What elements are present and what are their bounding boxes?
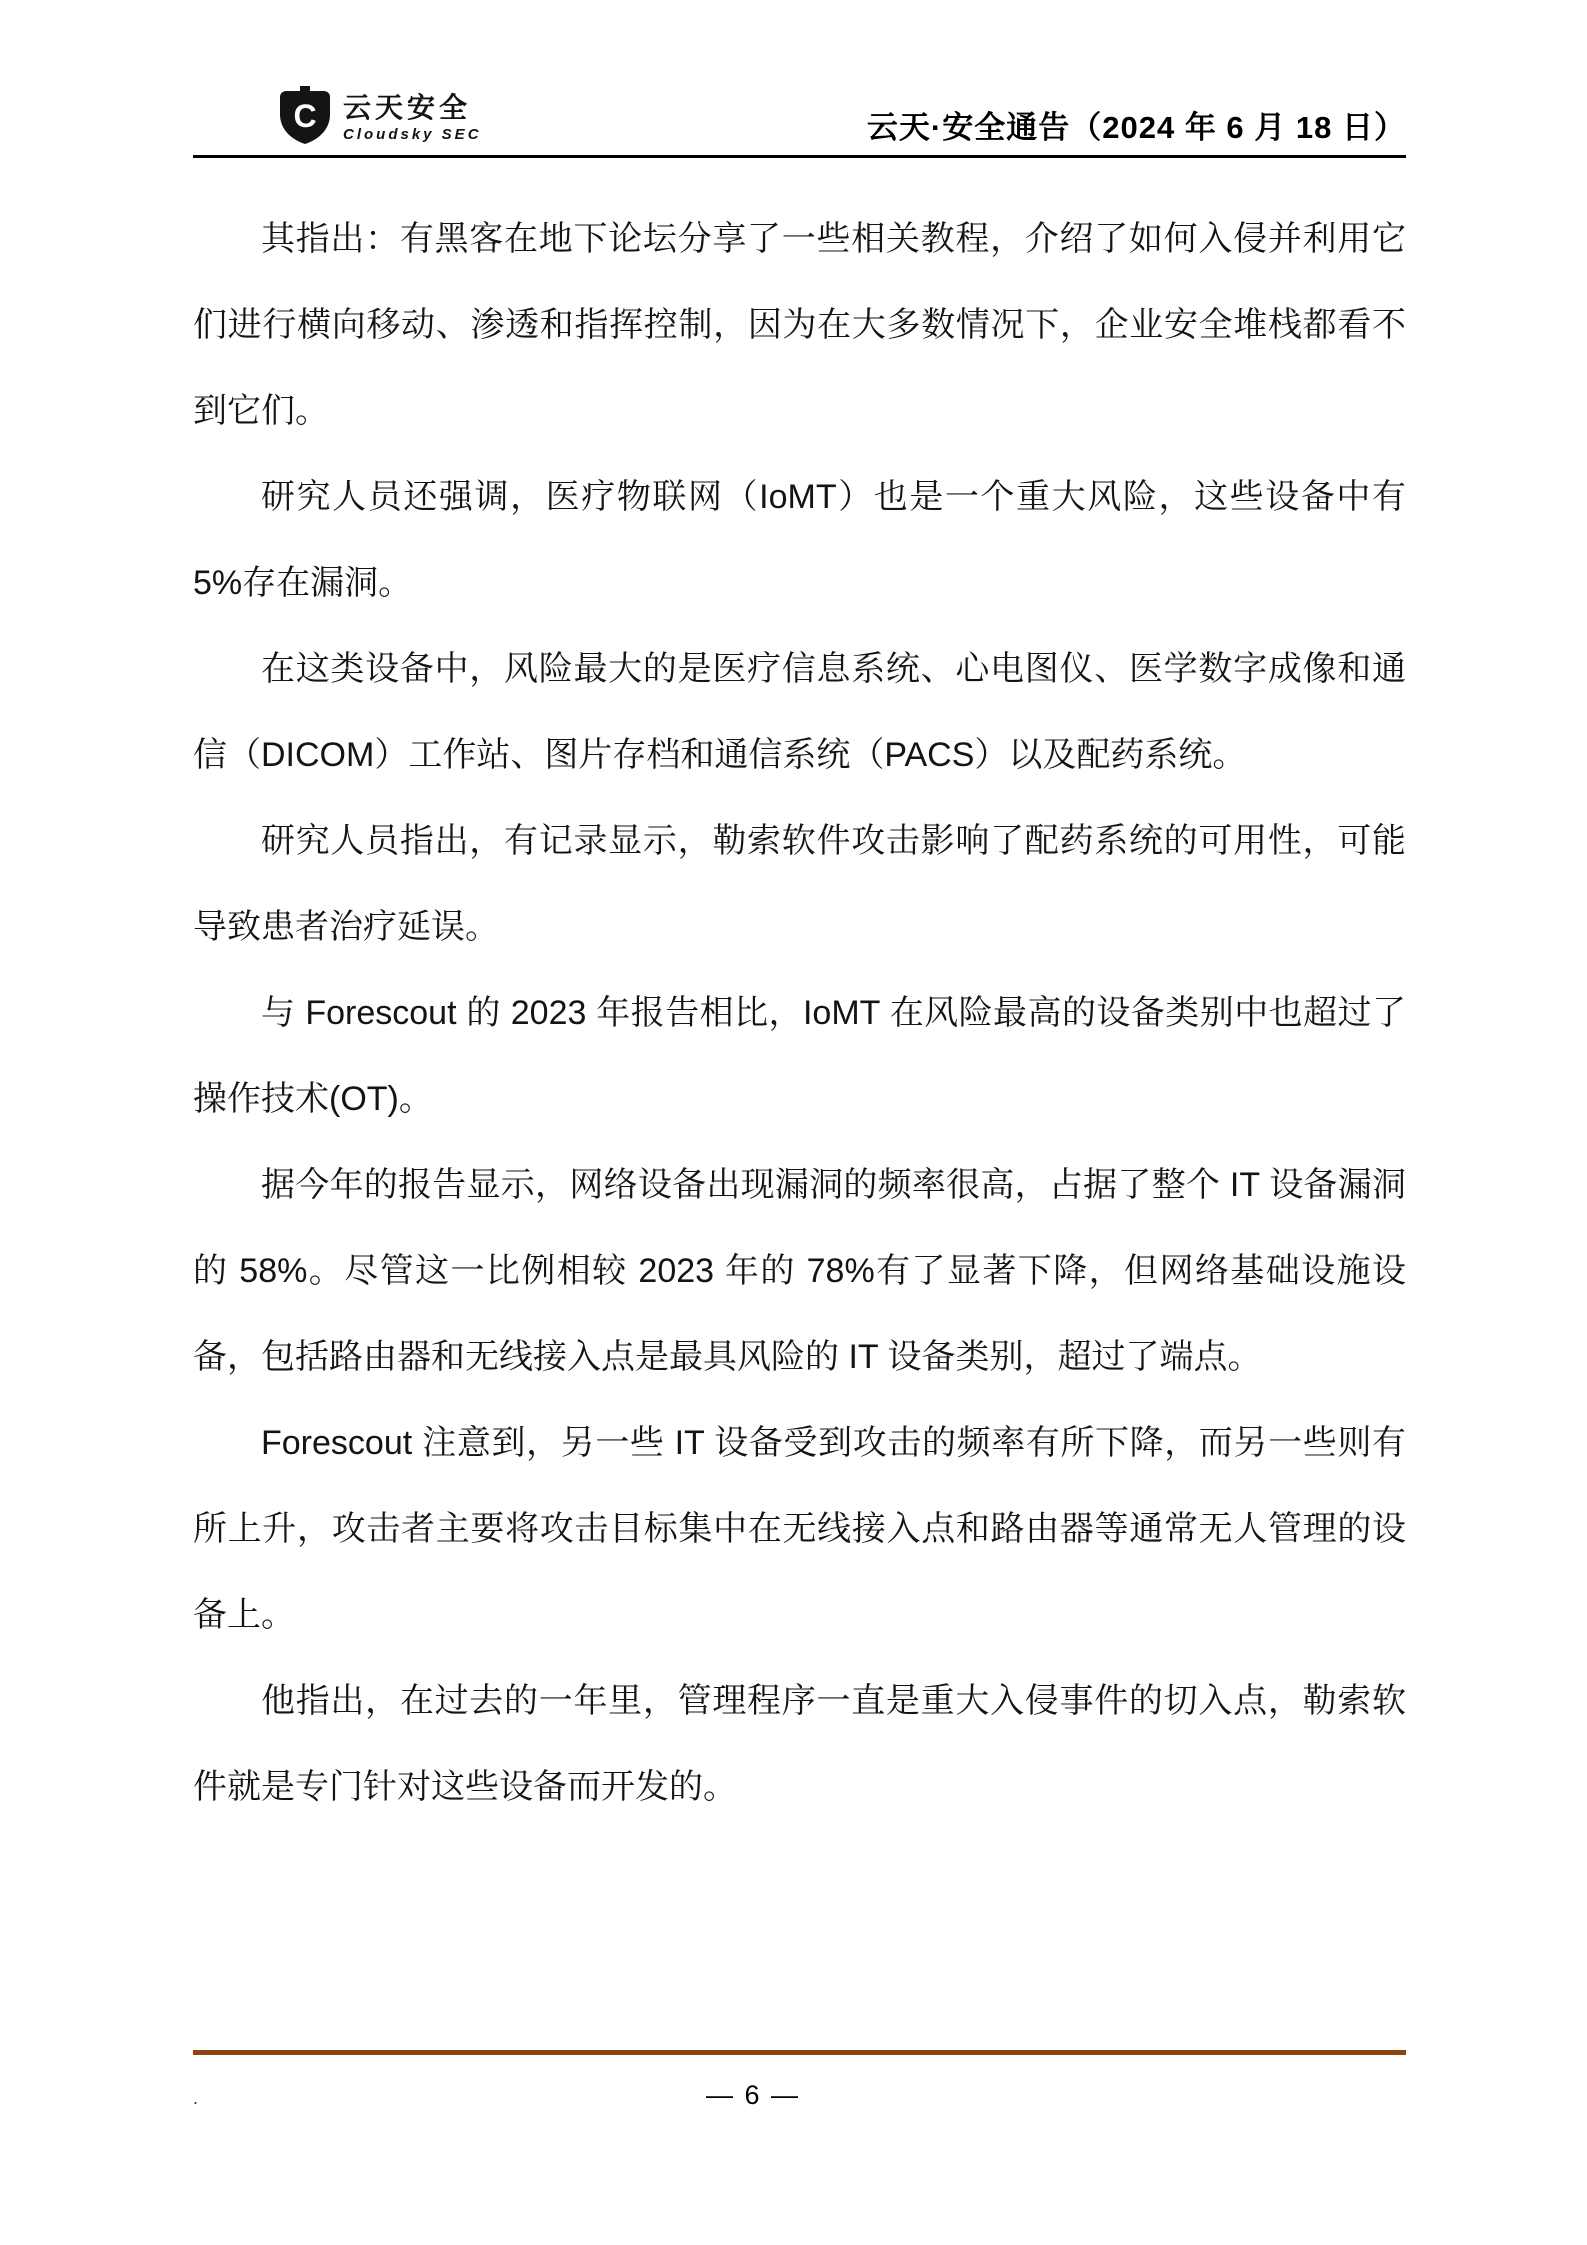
page-number: — 6 — — [705, 2080, 801, 2110]
footer-divider — [193, 2050, 1406, 2055]
shield-c-logo-icon — [278, 86, 332, 146]
paragraph: 研究人员还强调，医疗物联网（IoMT）也是一个重大风险，这些设备中有5%存在漏洞。 — [193, 478, 1406, 602]
logo-wordmark — [343, 86, 482, 144]
paragraph: 与 Forescout 的 2023 年报告相比，IoMT 在风险最高的设备类别中也超过了操作技术(OT)。 — [193, 994, 1406, 1118]
logo-name-en: Cloudsky SEC — [343, 126, 482, 143]
paragraph: Forescout 注意到，另一些 IT 设备受到攻击的频率有所下降，而另一些则有所上升，攻击者主要将攻击目标集中在无线接入点和路由器等通常无人管理的设备上。 — [193, 1424, 1406, 1634]
company-logo — [278, 86, 482, 146]
paragraph: 研究人员指出，有记录显示，勒索软件攻击影响了配药系统的可用性，可能导致患者治疗延误。 — [193, 822, 1406, 946]
svg-text:C: C — [293, 98, 317, 134]
paragraph: 他指出，在过去的一年里，管理程序一直是重大入侵事件的切入点，勒索软件就是专门针对这些设备而开发的。 — [193, 1682, 1406, 1806]
footer-left-mark: . — [193, 2088, 199, 2108]
paragraph: 在这类设备中，风险最大的是医疗信息系统、心电图仪、医学数字成像和通信（DICOM）工作站、图片存档和通信系统（PACS）以及配药系统。 — [193, 650, 1406, 774]
paragraph: 其指出：有黑客在地下论坛分享了一些相关教程，介绍了如何入侵并利用它们进行横向移动、渗透和指挥控制，因为在大多数情况下，企业安全堆栈都看不到它们。 — [193, 220, 1406, 430]
paragraph: 据今年的报告显示，网络设备出现漏洞的频率很高，占据了整个 IT 设备漏洞的 58%。尽管这一比例相较 2023 年的 78%有了显著下降，但网络基础设施设备，包括路由器和无线接入点是最具风险的 IT 设备类别，超过了端点。 — [193, 1166, 1406, 1376]
header-divider — [193, 155, 1406, 158]
logo-name-cn: 云天安全 — [343, 92, 472, 123]
bulletin-title: 云天·安全通告（2024 年 6 月 18 日） — [866, 110, 1406, 145]
document-body — [193, 196, 1406, 1830]
